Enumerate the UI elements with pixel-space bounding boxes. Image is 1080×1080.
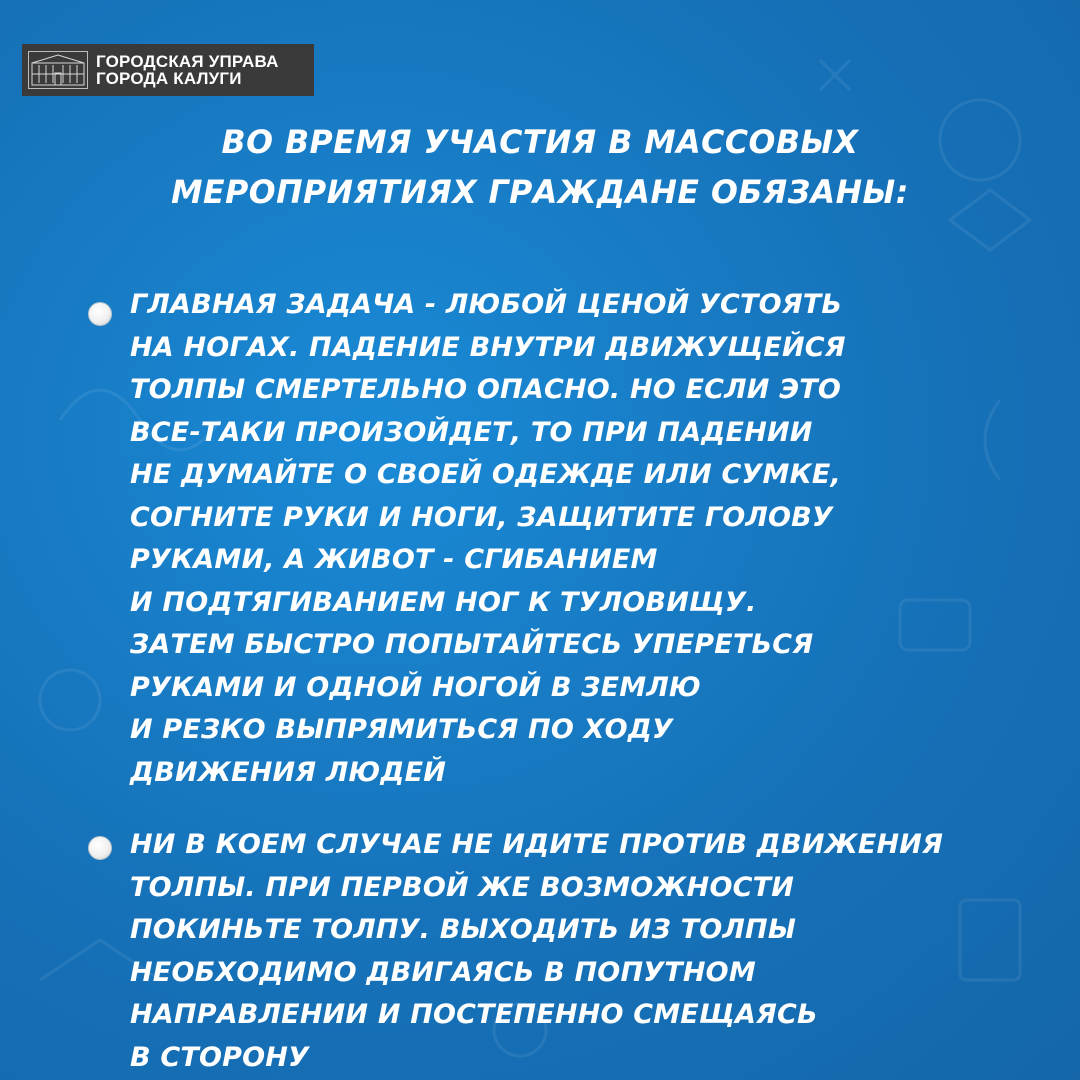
brand-name bbox=[96, 53, 279, 87]
building-icon bbox=[28, 51, 88, 89]
bullet-icon bbox=[88, 836, 112, 860]
rule-line: ТОЛПЫ. ПРИ ПЕРВОЙ ЖЕ ВОЗМОЖНОСТИ bbox=[130, 871, 795, 903]
rule-line: ТОЛПЫ СМЕРТЕЛЬНО ОПАСНО. НО ЕСЛИ ЭТО bbox=[130, 374, 841, 405]
rule-line: ДВИЖЕНИЯ ЛЮДЕЙ bbox=[130, 756, 447, 788]
title-line-2: МЕРОПРИЯТИЯХ ГРАЖДАНЕ ОБЯЗАНЫ: bbox=[171, 175, 909, 211]
page-title bbox=[0, 118, 1080, 218]
brand-logo bbox=[22, 44, 314, 96]
rule-line: И ПОДТЯГИВАНИЕМ НОГ К ТУЛОВИЩУ. bbox=[130, 586, 757, 618]
rule-line: В СТОРОНУ bbox=[130, 1041, 310, 1073]
rule-line: ВСЕ-ТАКИ ПРОИЗОЙДЕТ, ТО ПРИ ПАДЕНИИ bbox=[130, 416, 813, 448]
rule-line: И РЕЗКО ВЫПРЯМИТЬСЯ ПО ХОДУ bbox=[130, 714, 674, 745]
rule-line: СОГНИТЕ РУКИ И НОГИ, ЗАЩИТИТЕ ГОЛОВУ bbox=[130, 501, 833, 533]
rule-line: ПОКИНЬТЕ ТОЛПУ. ВЫХОДИТЬ ИЗ ТОЛПЫ bbox=[130, 914, 797, 945]
rule-item-2 bbox=[130, 824, 943, 1079]
rule-line: НИ В КОЕМ СЛУЧАЕ НЕ ИДИТЕ ПРОТИВ ДВИЖЕНИЯ bbox=[130, 829, 944, 860]
rule-line: РУКАМИ, А ЖИВОТ - СГИБАНИЕМ bbox=[130, 544, 658, 575]
title-line-1: ВО ВРЕМЯ УЧАСТИЯ В МАССОВЫХ bbox=[221, 125, 859, 161]
rule-line: ЗАТЕМ БЫСТРО ПОПЫТАЙТЕСЬ УПЕРЕТЬСЯ bbox=[130, 629, 814, 660]
brand-line-2: ГОРОДА КАЛУГИ bbox=[96, 69, 242, 88]
bullet-icon bbox=[88, 302, 112, 326]
rule-line: ГЛАВНАЯ ЗАДАЧА - ЛЮБОЙ ЦЕНОЙ УСТОЯТЬ bbox=[130, 289, 843, 320]
rule-line: НЕ ДУМАЙТЕ О СВОЕЙ ОДЕЖДЕ ИЛИ СУМКЕ, bbox=[130, 459, 841, 490]
rule-item-1 bbox=[130, 284, 846, 794]
rule-line: НЕОБХОДИМО ДВИГАЯСЬ В ПОПУТНОМ bbox=[130, 956, 756, 988]
rule-line: РУКАМИ И ОДНОЙ НОГОЙ В ЗЕМЛЮ bbox=[130, 671, 701, 703]
brand-line-1: ГОРОДСКАЯ УПРАВА bbox=[96, 52, 279, 71]
rule-line: НАПРАВЛЕНИИ И ПОСТЕПЕННО СМЕЩАЯСЬ bbox=[130, 999, 818, 1030]
rule-line: НА НОГАХ. ПАДЕНИЕ ВНУТРИ ДВИЖУЩЕЙСЯ bbox=[130, 331, 846, 363]
